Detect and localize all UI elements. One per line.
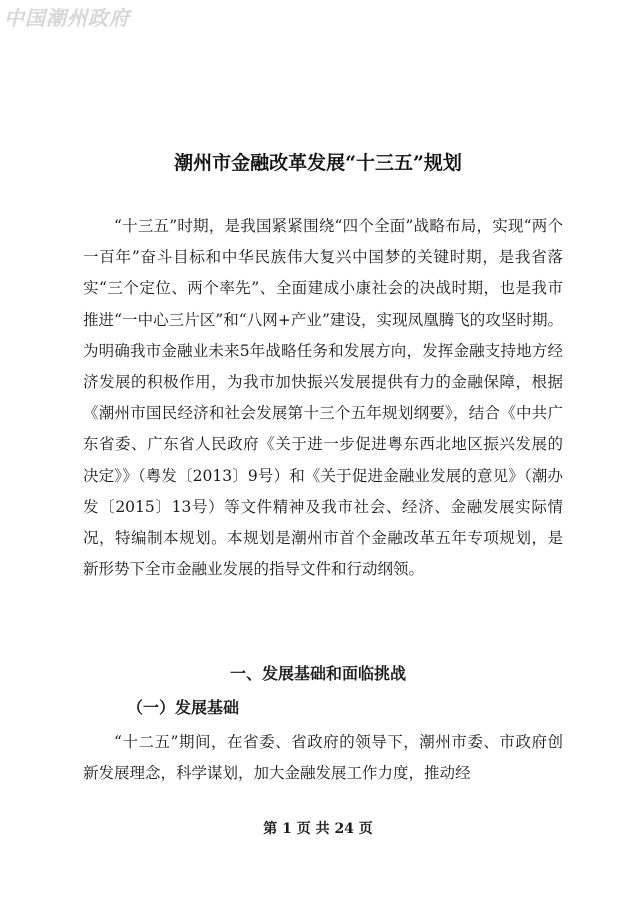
subsection-paragraph: “十二五”期间，在省委、省政府的领导下，潮州市委、市政府创新发展理念，科学谋划，加大金融发展工作力度，推动经 xyxy=(83,733,563,783)
intro-section xyxy=(83,211,563,585)
subsection-heading: （一）发展基础 xyxy=(127,698,240,717)
page-number-footer: 第 1 页 共 24 页 xyxy=(263,821,373,837)
intro-paragraph: “十三五”时期，是我国紧紧围绕“四个全面”战略布局，实现“两个一百年”奋斗目标和中华民族伟大复兴中国梦的关键时期，是我省落实“三个定位、两个率先”、全面建成小康社会的决战时期，也是我市推进“一中心三片区”和“八网+产业”建设，实现凤凰腾飞的攻坚时期。为明确我市金融业未来5年战略任务和发展方向，发挥金融支持地方经济发展的积极作用，为我市加快振兴发展提供有力的金融保障，根据《潮州市国民经济和社会发展第十三个五年规划纲要》，结合《中共广东省委、广东省人民政府《关于进一步促进粤东西北地区振兴发展的决定》》（粤发〔2013〕9号）和《关于促进金融业发展的意见》（潮办发〔2015〕13号）等文件精神及我市社会、经济、金融发展实际情况，特编制本规划。本规划是潮州市首个金融改革五年专项规划，是新形势下全市金融业发展的指导文件和行动纲领。 xyxy=(83,217,563,579)
subsection-body xyxy=(83,727,563,789)
site-watermark: 中国潮州政府 xyxy=(4,6,130,30)
document-title: 潮州市金融改革发展“十三五”规划 xyxy=(174,152,462,174)
section-heading: 一、发展基础和面临挑战 xyxy=(229,664,406,683)
